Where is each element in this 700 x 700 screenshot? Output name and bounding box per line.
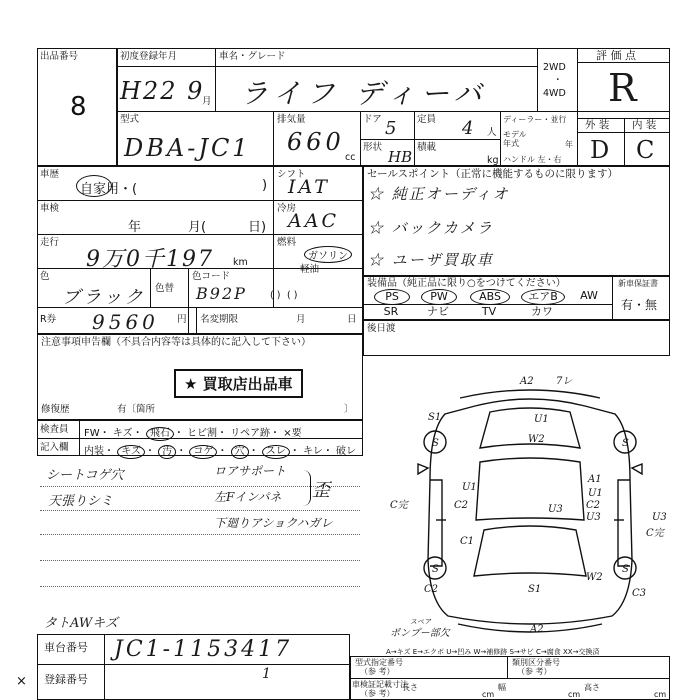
diag-label-c-complete-left: C完 — [390, 500, 408, 511]
diag-label-pump: ポンプー部欠 — [390, 628, 450, 639]
sales-point-1: ☆ 純正オーディオ — [368, 185, 510, 203]
recycle-unit: 円 — [177, 314, 187, 325]
mileage-label: 走行 — [40, 237, 60, 248]
int-label: 内 装 — [632, 119, 657, 131]
check-stonechip: 飛石 — [146, 427, 174, 441]
note-left-1: シートコゲ穴 — [46, 468, 124, 483]
check-row2: 内装・ キズ ・ 汚 ・ コゲ ・ 穴 ・ スレ ・ キレ・ 破レ — [84, 446, 357, 457]
note-bracket-line — [300, 470, 311, 506]
load-label: 積載 — [417, 142, 437, 153]
namechange-label: 名変期限 — [200, 314, 239, 325]
diag-label-w2-front: W2 — [528, 434, 545, 445]
cc-unit: cc — [345, 152, 356, 163]
note-right-3: 下廻りアショクハガレ — [214, 516, 333, 530]
check-int-scratch: キズ — [117, 445, 145, 459]
height-cm: cm — [654, 690, 667, 699]
note-right-2: 左Fインパネ — [214, 490, 282, 504]
cert-label: 車検証記載寸法 — [352, 680, 408, 689]
check-cut: キレ — [302, 446, 323, 457]
diag-label-u3-right: U3 — [652, 512, 667, 523]
check-needs: ×要 — [283, 428, 302, 439]
diagram-legend: A→キズ E→エクボ U→凹み W→補修跡 S→サビ C→腐食 XX→交換済 — [386, 648, 600, 656]
diag-label-a1: A1 — [588, 474, 602, 485]
color-change-label: 色替 — [155, 283, 175, 294]
check-repair-mark: リペア跡 — [230, 428, 271, 439]
diag-label-c1: C1 — [460, 536, 475, 547]
note-bracket: 歪 — [312, 480, 330, 501]
check-wear: スレ — [262, 445, 290, 459]
score-value: R — [608, 66, 637, 110]
year-unit: 年 — [565, 140, 573, 149]
door-label: ドア — [363, 114, 382, 125]
after-label: 後日渡 — [367, 323, 396, 334]
car-damage-diagram — [380, 370, 680, 650]
sales-point-2: ☆ バックカメラ — [368, 219, 494, 237]
history-circle — [76, 175, 112, 197]
check-burn: コゲ — [189, 445, 217, 459]
check-fw: FW — [84, 428, 100, 439]
shift-value: IAT — [288, 176, 330, 198]
check-scratch: キズ — [112, 428, 133, 439]
model-year-label: モデル 年式 — [503, 130, 527, 148]
namechange-month: 月 — [296, 314, 306, 325]
chassis-label: 車台番号 — [44, 641, 88, 654]
ac-label: 冷房 — [277, 203, 297, 214]
lot-label: 出品番号 — [40, 51, 79, 62]
history-close: ) — [262, 178, 268, 193]
check-row1: FW・ キズ・ 飛石 ・ ヒビ割・ リペア跡・ ×要 — [84, 428, 302, 439]
cert-sub: （参 考） — [360, 689, 395, 698]
door-value: 5 — [385, 118, 397, 139]
fuel-paren: ( ) — [287, 290, 298, 301]
diag-label-a2-top: A2 — [520, 376, 534, 387]
len-cm: cm — [482, 690, 495, 699]
colorcode-label: 色コード — [192, 271, 231, 282]
diag-label-u1-hood: U1 — [534, 414, 549, 425]
diag-label-c3: C3 — [632, 588, 647, 599]
color-value: ブラック — [62, 287, 146, 308]
warranty-value: 有・無 — [621, 298, 658, 312]
namechange-day: 日 — [347, 314, 357, 325]
car-label: 車名・グレード — [219, 51, 286, 62]
history-value: 自家用・( — [80, 182, 138, 197]
diag-label-s-rr: S — [622, 564, 629, 575]
shape-label: 形状 — [363, 142, 383, 153]
diag-label-u3-a: U3 — [548, 504, 563, 515]
fuel-label: 燃料 — [277, 237, 297, 248]
mileage-unit: km — [233, 257, 248, 268]
reg-value: H22 9 — [120, 77, 205, 105]
width-cm: cm — [568, 690, 581, 699]
load-unit: kg — [487, 155, 499, 166]
equip-airbag: エアB — [521, 289, 565, 305]
check-hole: 穴 — [231, 445, 249, 459]
equipment-title: 装備品（純正品に限り○をつけてください） — [367, 278, 566, 289]
lot-number: 8 — [70, 92, 87, 122]
note-right-1: ロアサポート — [214, 464, 287, 478]
shape-value: HB — [388, 148, 413, 166]
equip-navi: ナビ — [427, 305, 449, 318]
int-value: C — [636, 136, 655, 164]
check-row1-label: 検査員 — [40, 424, 69, 435]
diag-label-a2-bottom: A2 — [530, 624, 544, 635]
fuel-alt: 軽油 — [300, 264, 320, 275]
diag-label-w2-rear: W2 — [586, 572, 603, 583]
cap-unit: 人 — [487, 127, 497, 138]
diag-label-u3-b: U3 — [586, 512, 601, 523]
equip-ps: PS — [374, 289, 410, 305]
dealer-label: ディーラー・並行 — [503, 115, 567, 124]
colorcode-value: B92P — [196, 284, 247, 303]
score-label: 評 価 点 — [596, 49, 636, 62]
cap-value: 4 — [462, 118, 474, 139]
diag-label-c2-left: C2 — [454, 500, 469, 511]
equip-pw: PW — [421, 289, 457, 305]
plate-value: 1 — [262, 666, 271, 682]
notes-title: 注意事項申告欄（不具合内容等は具体的に記入して下さい） — [41, 337, 311, 348]
designation-sub: （参 考） — [360, 667, 395, 676]
drive-4wd: 4WD — [543, 88, 566, 99]
len-label: 長さ — [402, 683, 418, 692]
ac-value: AAC — [288, 210, 339, 232]
equip-aw: AW — [580, 289, 598, 302]
diag-label-s1-rear: S1 — [528, 584, 542, 595]
diag-label-c2-mid: C2 — [586, 500, 601, 511]
recycle-label: R券 — [40, 314, 57, 325]
cc-value: 660 — [287, 128, 345, 156]
fuel-value: ガソリン — [304, 246, 352, 263]
plate-label: 登録番号 — [44, 673, 88, 686]
diag-label-c-complete-right: C完 — [646, 528, 664, 539]
type-label: 型式 — [120, 114, 140, 125]
inspect-year: 年 — [128, 220, 142, 235]
sales-title: セールスポイント（正常に機能するものに限ります） — [367, 168, 619, 180]
equip-leather: カワ — [531, 305, 553, 318]
diag-label-s-rl: S — [432, 564, 439, 575]
check-dirt: 汚 — [158, 445, 176, 459]
repair-value: 有〔箇所 — [117, 404, 156, 415]
colorcode-paren: ( ) — [270, 290, 281, 301]
diag-label-7re: 7レ — [556, 376, 573, 387]
check-row2-label: 記入欄 — [40, 442, 69, 453]
cc-label: 排気量 — [277, 114, 306, 125]
check-interior: 内装 — [84, 446, 104, 457]
drive-2wd: 2WD — [543, 62, 566, 73]
diag-label-spare: スペア — [410, 618, 431, 626]
designation-label: 型式指定番号 — [355, 658, 403, 667]
diag-label-c2-rear: C2 — [424, 584, 439, 595]
equip-abs: ABS — [470, 289, 510, 305]
drive-dot: ・ — [553, 75, 563, 86]
repair-label: 修復歴 — [41, 404, 70, 415]
after-box — [363, 320, 670, 356]
recycle-value: 9560 — [92, 310, 159, 334]
handle-label: ハンドル 左・右 — [503, 155, 562, 164]
equip-tv: TV — [481, 305, 497, 318]
sales-point-3: ☆ ユーザ買取車 — [368, 251, 494, 269]
car-name: ライフ ディーバ — [240, 77, 488, 110]
check-crack: ヒビ割 — [187, 428, 218, 439]
history-label: 車歴 — [40, 169, 60, 180]
x-mark: × — [16, 674, 27, 689]
diag-label-u1-right: U1 — [588, 488, 603, 499]
shift-label: シフト — [277, 169, 306, 180]
ext-value: D — [590, 136, 610, 164]
inspect-day: 日) — [248, 220, 267, 235]
inspect-month: 月( — [188, 220, 207, 235]
diag-label-s-fl: S — [432, 438, 439, 449]
check-tear: 破レ — [336, 446, 357, 457]
equip-sr: SR — [383, 305, 399, 318]
repair-close: 〕 — [344, 404, 354, 415]
inspect-label: 車検 — [40, 203, 60, 214]
note-left-2: 天張りシミ — [48, 494, 114, 509]
type-value: DBA-JC1 — [124, 134, 251, 162]
color-label: 色 — [40, 271, 50, 282]
warranty-label: 新車保証書 — [618, 279, 658, 288]
reg-month-unit: 月 — [202, 96, 212, 107]
category-label: 類別区分番号 — [512, 658, 560, 667]
buy-stamp: ★ 買取店出品車 — [174, 369, 303, 398]
diag-label-u1-left: U1 — [462, 482, 477, 493]
diag-label-s-fr: S — [622, 438, 629, 449]
mileage-value: 9万0千197 — [86, 247, 214, 272]
chassis-value: JC1-1153417 — [114, 637, 293, 662]
category-sub: （参 考） — [517, 667, 552, 676]
width-label: 幅 — [498, 683, 506, 692]
note-bottom: タトAWキズ — [44, 616, 118, 631]
diag-label-s1-front: S1 — [428, 412, 442, 423]
cap-label: 定員 — [417, 114, 437, 125]
reg-label: 初度登録年月 — [120, 51, 178, 62]
height-label: 高さ — [584, 683, 600, 692]
ext-label: 外 装 — [585, 119, 610, 131]
